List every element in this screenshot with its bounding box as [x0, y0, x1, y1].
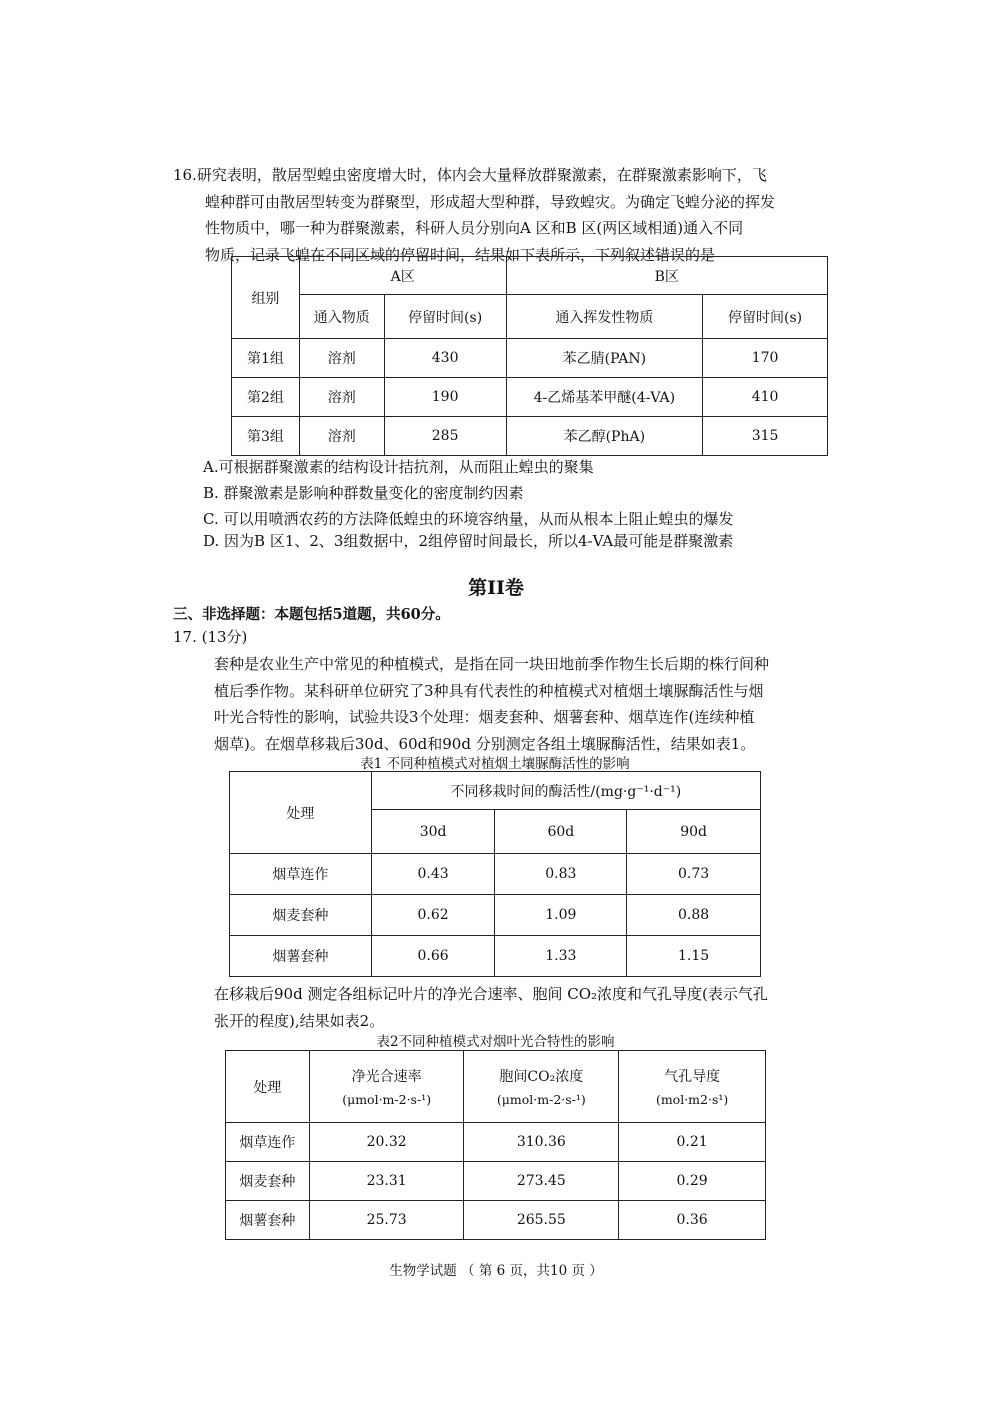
cell: 25.73	[309, 1201, 464, 1240]
q16-table	[231, 256, 828, 456]
header-group: 组别	[232, 257, 300, 339]
header-label: 气孔导度	[664, 1069, 721, 1085]
header-unit: (mol·m2·s¹)	[655, 1092, 729, 1107]
cell: 苯乙醇(PhA)	[506, 417, 703, 456]
header-enzyme-activity: 不同移栽时间的酶活性/(mg·g⁻¹·d⁻¹)	[371, 772, 760, 810]
cell: 1.09	[495, 895, 627, 936]
header-stomatal-conductance	[619, 1051, 766, 1123]
header-b-substance: 通入挥发性物质	[506, 295, 703, 339]
cell: 285	[384, 417, 506, 456]
option-c: C. 可以用喷洒农药的方法降低蝗虫的环境容纳量，从而从根本上阻止蝗虫的爆发	[203, 510, 734, 528]
cell: 430	[384, 339, 506, 378]
table2-caption: 表2不同种植模式对烟叶光合特性的影响	[376, 1034, 615, 1050]
cell: 0.43	[371, 854, 495, 895]
cell: 第1组	[232, 339, 300, 378]
cell: 20.32	[309, 1123, 464, 1162]
table-row	[226, 1123, 766, 1162]
q17-number: 17. (13分)	[173, 628, 248, 646]
table1	[229, 771, 761, 977]
header-treatment: 处理	[226, 1051, 310, 1123]
section-heading: 三、非选择题：本题包括5道题，共60分。	[173, 606, 450, 623]
table1-caption: 表1 不同种植模式对植烟土壤脲酶活性的影响	[360, 756, 630, 772]
cell: 170	[703, 339, 828, 378]
cell: 315	[703, 417, 828, 456]
header-net-photosynthesis	[309, 1051, 464, 1123]
cell: 烟麦套种	[226, 1162, 310, 1201]
cell: 溶剂	[299, 378, 384, 417]
header-zone-a: A区	[299, 257, 506, 295]
cell: 4-乙烯基苯甲醚(4-VA)	[506, 378, 703, 417]
q17-line: 植后季作物。某科研单位研究了3种具有代表性的种植模式对植烟土壤脲酶活性与烟	[214, 681, 764, 700]
cell: 410	[703, 378, 828, 417]
header-label: 胞间CO₂浓度	[499, 1069, 584, 1085]
q16-line: 16.研究表明，散居型蝗虫密度增大时，体内会大量释放群聚激素，在群聚激素影响下，飞	[173, 166, 767, 184]
table-row	[230, 895, 761, 936]
cell: 1.15	[627, 936, 761, 977]
q16-line: 物质，记录飞蝗在不同区域的停留时间，结果如下表所示，下列叙述错误的是	[205, 245, 716, 264]
header-label: 净光合速率	[351, 1069, 422, 1085]
table-row	[226, 1162, 766, 1201]
cell: 烟草连作	[226, 1123, 310, 1162]
cell: 0.62	[371, 895, 495, 936]
option-a: A.可根据群聚激素的结构设计拮抗剂，从而阻止蝗虫的聚集	[203, 458, 594, 476]
header-a-time: 停留时间(s)	[384, 295, 506, 339]
cell: 烟薯套种	[226, 1201, 310, 1240]
question-16	[173, 162, 823, 268]
q17-line: 叶光合特性的影响，试验共设3个处理：烟麦套种、烟薯套种、烟草连作(连续种植	[214, 708, 755, 726]
cell: 0.88	[627, 895, 761, 936]
table-row	[232, 378, 828, 417]
q16-line: 蝗种群可由散居型转变为群聚型，形成超大型种群，导致蝗灾。为确定飞蝗分泌的挥发	[205, 192, 776, 211]
cell: 烟草连作	[230, 854, 372, 895]
cell: 烟薯套种	[230, 936, 372, 977]
cell: 0.66	[371, 936, 495, 977]
option-d: D. 因为B 区1、2、3组数据中，2组停留时间最长，所以4-VA最可能是群聚激素	[203, 532, 734, 550]
cell: 0.73	[627, 854, 761, 895]
header-90d: 90d	[627, 810, 761, 854]
cell: 烟麦套种	[230, 895, 372, 936]
q17-mid-text	[214, 981, 824, 1034]
cell: 0.29	[619, 1162, 766, 1201]
q17-line: 在移栽后90d 测定各组标记叶片的净光合速率、胞间 CO₂浓度和气孔导度(表示气孔	[214, 985, 768, 1003]
q16-line: 性物质中，哪一种为群聚激素，科研人员分别向A 区和B 区(两区域相通)通入不同	[205, 219, 744, 237]
cell: 溶剂	[299, 339, 384, 378]
header-unit: (μmol·m-2·s-¹)	[342, 1092, 432, 1107]
cell: 溶剂	[299, 417, 384, 456]
header-30d: 30d	[371, 810, 495, 854]
cell: 0.36	[619, 1201, 766, 1240]
cell: 23.31	[309, 1162, 464, 1201]
q17-line: 烟草)。在烟草移栽后30d、60d和90d 分别测定各组土壤脲酶活性，结果如表1。	[214, 734, 756, 753]
header-b-time: 停留时间(s)	[703, 295, 828, 339]
header-a-substance: 通入物质	[299, 295, 384, 339]
q17-text	[214, 651, 824, 757]
cell: 0.83	[495, 854, 627, 895]
cell: 190	[384, 378, 506, 417]
cell: 310.36	[464, 1123, 619, 1162]
option-b: B. 群聚激素是影响种群数量变化的密度制约因素	[203, 484, 524, 502]
q17-line: 套种是农业生产中常见的种植模式，是指在同一块田地前季作物生长后期的株行间种	[214, 655, 770, 673]
table2	[225, 1050, 766, 1240]
header-60d: 60d	[495, 810, 627, 854]
cell: 0.21	[619, 1123, 766, 1162]
q17-line: 张开的程度),结果如表2。	[214, 1011, 385, 1030]
table-row	[230, 936, 761, 977]
page-footer: 生物学试题 （ 第 6 页，共10 页 ）	[389, 1263, 603, 1279]
section-title: 第II卷	[468, 577, 524, 599]
header-unit: (μmol·m-2·s-¹)	[496, 1092, 586, 1107]
cell: 273.45	[464, 1162, 619, 1201]
cell: 265.55	[464, 1201, 619, 1240]
table-row	[230, 854, 761, 895]
table-row	[232, 417, 828, 456]
cell: 苯乙腈(PAN)	[506, 339, 703, 378]
header-treatment: 处理	[230, 772, 372, 854]
cell: 第2组	[232, 378, 300, 417]
cell: 第3组	[232, 417, 300, 456]
cell: 1.33	[495, 936, 627, 977]
table-row	[226, 1201, 766, 1240]
header-zone-b: B区	[506, 257, 827, 295]
header-intercellular-co2	[464, 1051, 619, 1123]
table-row	[232, 339, 828, 378]
